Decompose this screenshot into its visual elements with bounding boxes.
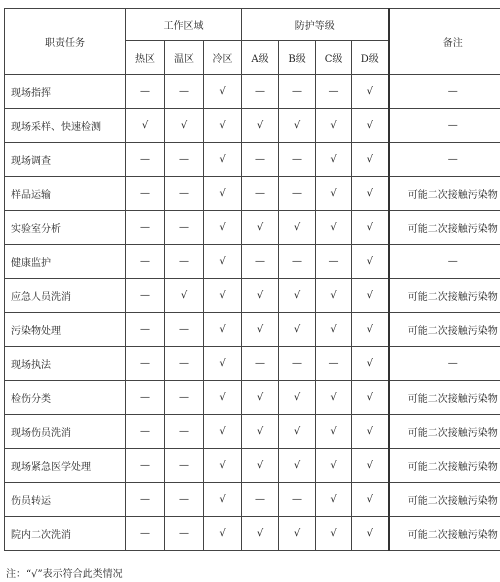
mark-cell: √ [204, 517, 242, 551]
mark-cell: √ [316, 313, 352, 347]
remark-cell: 可能二次接触污染物 [389, 415, 500, 449]
mark-cell: √ [242, 381, 279, 415]
mark-cell: √ [204, 449, 242, 483]
mark-cell: √ [242, 517, 279, 551]
mark-cell: — [165, 143, 204, 177]
mark-cell: — [126, 381, 165, 415]
mark-cell: √ [279, 517, 316, 551]
mark-cell: √ [352, 245, 389, 279]
mark-cell: — [165, 449, 204, 483]
mark-cell: √ [316, 449, 352, 483]
mark-cell: √ [352, 279, 389, 313]
mark-cell: √ [204, 143, 242, 177]
mark-cell: — [126, 75, 165, 109]
mark-cell: √ [279, 381, 316, 415]
mark-cell: √ [204, 313, 242, 347]
mark-cell: — [242, 483, 279, 517]
mark-cell: — [165, 415, 204, 449]
remark-cell: 可能二次接触污染物 [389, 279, 500, 313]
header-remarks: 备注 [389, 9, 500, 75]
mark-cell: — [165, 347, 204, 381]
mark-cell: √ [352, 517, 389, 551]
mark-cell: √ [316, 483, 352, 517]
mark-cell: √ [204, 483, 242, 517]
mark-cell: √ [279, 109, 316, 143]
mark-cell: — [279, 347, 316, 381]
mark-cell: — [126, 211, 165, 245]
mark-cell: — [165, 313, 204, 347]
remark-cell: 可能二次接触污染物 [389, 381, 500, 415]
mark-cell: — [126, 483, 165, 517]
remark-cell: — [389, 347, 500, 381]
mark-cell: — [242, 245, 279, 279]
mark-cell: √ [242, 109, 279, 143]
mark-cell: √ [352, 313, 389, 347]
duty-name: 应急人员洗消 [5, 279, 126, 313]
remark-cell: — [389, 109, 500, 143]
table-row [5, 449, 500, 483]
duty-name: 现场紧急医学处理 [5, 449, 126, 483]
mark-cell: √ [204, 279, 242, 313]
mark-cell: — [126, 449, 165, 483]
header-level-b: B级 [279, 41, 316, 75]
table-row [5, 483, 500, 517]
mark-cell: √ [204, 109, 242, 143]
mark-cell: — [279, 143, 316, 177]
mark-cell: √ [165, 109, 204, 143]
header-duty: 职责任务 [5, 9, 126, 75]
duty-name: 现场伤员洗消 [5, 415, 126, 449]
table-row [5, 517, 500, 551]
mark-cell: √ [242, 211, 279, 245]
remark-cell: 可能二次接触污染物 [389, 449, 500, 483]
mark-cell: √ [352, 483, 389, 517]
mark-cell: √ [316, 517, 352, 551]
duty-name: 污染物处理 [5, 313, 126, 347]
mark-cell: — [126, 517, 165, 551]
header-level-c: C级 [316, 41, 352, 75]
mark-cell: √ [204, 177, 242, 211]
table-row [5, 279, 500, 313]
mark-cell: — [316, 245, 352, 279]
header-level-d: D级 [352, 41, 389, 75]
table-row [5, 177, 500, 211]
mark-cell: √ [352, 449, 389, 483]
mark-cell: — [165, 177, 204, 211]
mark-cell: √ [352, 109, 389, 143]
duty-protection-table [4, 8, 500, 551]
mark-cell: — [279, 75, 316, 109]
table-row [5, 347, 500, 381]
mark-cell: — [279, 483, 316, 517]
mark-cell: — [165, 245, 204, 279]
duty-name: 健康监护 [5, 245, 126, 279]
mark-cell: — [165, 517, 204, 551]
mark-cell: √ [204, 75, 242, 109]
remark-cell: — [389, 75, 500, 109]
mark-cell: — [242, 177, 279, 211]
header-level-a: A级 [242, 41, 279, 75]
table-row [5, 143, 500, 177]
mark-cell: √ [352, 211, 389, 245]
mark-cell: √ [279, 449, 316, 483]
mark-cell: — [165, 75, 204, 109]
mark-cell: √ [352, 381, 389, 415]
duty-name: 检伤分类 [5, 381, 126, 415]
mark-cell: √ [352, 347, 389, 381]
duty-name: 伤员转运 [5, 483, 126, 517]
mark-cell: √ [242, 449, 279, 483]
mark-cell: √ [204, 415, 242, 449]
mark-cell: — [242, 75, 279, 109]
mark-cell: — [126, 313, 165, 347]
mark-cell: √ [165, 279, 204, 313]
duty-name: 现场采样、快速检测 [5, 109, 126, 143]
table-row [5, 245, 500, 279]
remark-cell: 可能二次接触污染物 [389, 483, 500, 517]
mark-cell: √ [352, 143, 389, 177]
header-zone-warm: 温区 [165, 41, 204, 75]
mark-cell: — [126, 279, 165, 313]
mark-cell: √ [242, 313, 279, 347]
mark-cell: √ [352, 75, 389, 109]
mark-cell: √ [204, 381, 242, 415]
table-row [5, 75, 500, 109]
mark-cell: — [165, 211, 204, 245]
mark-cell: √ [316, 143, 352, 177]
mark-cell: √ [126, 109, 165, 143]
mark-cell: √ [242, 415, 279, 449]
mark-cell: — [126, 347, 165, 381]
mark-cell: √ [279, 279, 316, 313]
mark-cell: √ [316, 279, 352, 313]
header-work-zone: 工作区域 [126, 9, 242, 41]
mark-cell: √ [316, 109, 352, 143]
mark-cell: √ [316, 381, 352, 415]
mark-cell: — [279, 177, 316, 211]
table-row [5, 211, 500, 245]
header-zone-hot: 热区 [126, 41, 165, 75]
remark-cell: 可能二次接触污染物 [389, 517, 500, 551]
mark-cell: √ [204, 245, 242, 279]
mark-cell: — [126, 245, 165, 279]
mark-cell: — [242, 143, 279, 177]
duty-name: 院内二次洗消 [5, 517, 126, 551]
header-zone-cold: 冷区 [204, 41, 242, 75]
header-protection-level: 防护等级 [242, 9, 389, 41]
table-row [5, 381, 500, 415]
remark-cell: — [389, 245, 500, 279]
mark-cell: √ [279, 415, 316, 449]
mark-cell: — [126, 177, 165, 211]
remark-cell: 可能二次接触污染物 [389, 211, 500, 245]
mark-cell: — [165, 381, 204, 415]
mark-cell: √ [279, 313, 316, 347]
remark-cell: 可能二次接触污染物 [389, 313, 500, 347]
mark-cell: — [242, 347, 279, 381]
mark-cell: — [126, 143, 165, 177]
mark-cell: √ [316, 211, 352, 245]
mark-cell: — [279, 245, 316, 279]
table-row [5, 313, 500, 347]
duty-name: 实验室分析 [5, 211, 126, 245]
duty-name: 现场调查 [5, 143, 126, 177]
mark-cell: √ [242, 279, 279, 313]
duty-name: 现场指挥 [5, 75, 126, 109]
duty-name: 样品运输 [5, 177, 126, 211]
mark-cell: √ [316, 177, 352, 211]
duty-name: 现场执法 [5, 347, 126, 381]
footnote: 注：“√”表示符合此类情况 [6, 569, 123, 580]
mark-cell: — [316, 347, 352, 381]
mark-cell: √ [204, 347, 242, 381]
mark-cell: — [316, 75, 352, 109]
mark-cell: — [126, 415, 165, 449]
mark-cell: √ [279, 211, 316, 245]
table-row [5, 109, 500, 143]
remark-cell: 可能二次接触污染物 [389, 177, 500, 211]
mark-cell: √ [352, 177, 389, 211]
mark-cell: √ [316, 415, 352, 449]
mark-cell: — [165, 483, 204, 517]
mark-cell: √ [352, 415, 389, 449]
table-row [5, 415, 500, 449]
remark-cell: — [389, 143, 500, 177]
mark-cell: √ [204, 211, 242, 245]
